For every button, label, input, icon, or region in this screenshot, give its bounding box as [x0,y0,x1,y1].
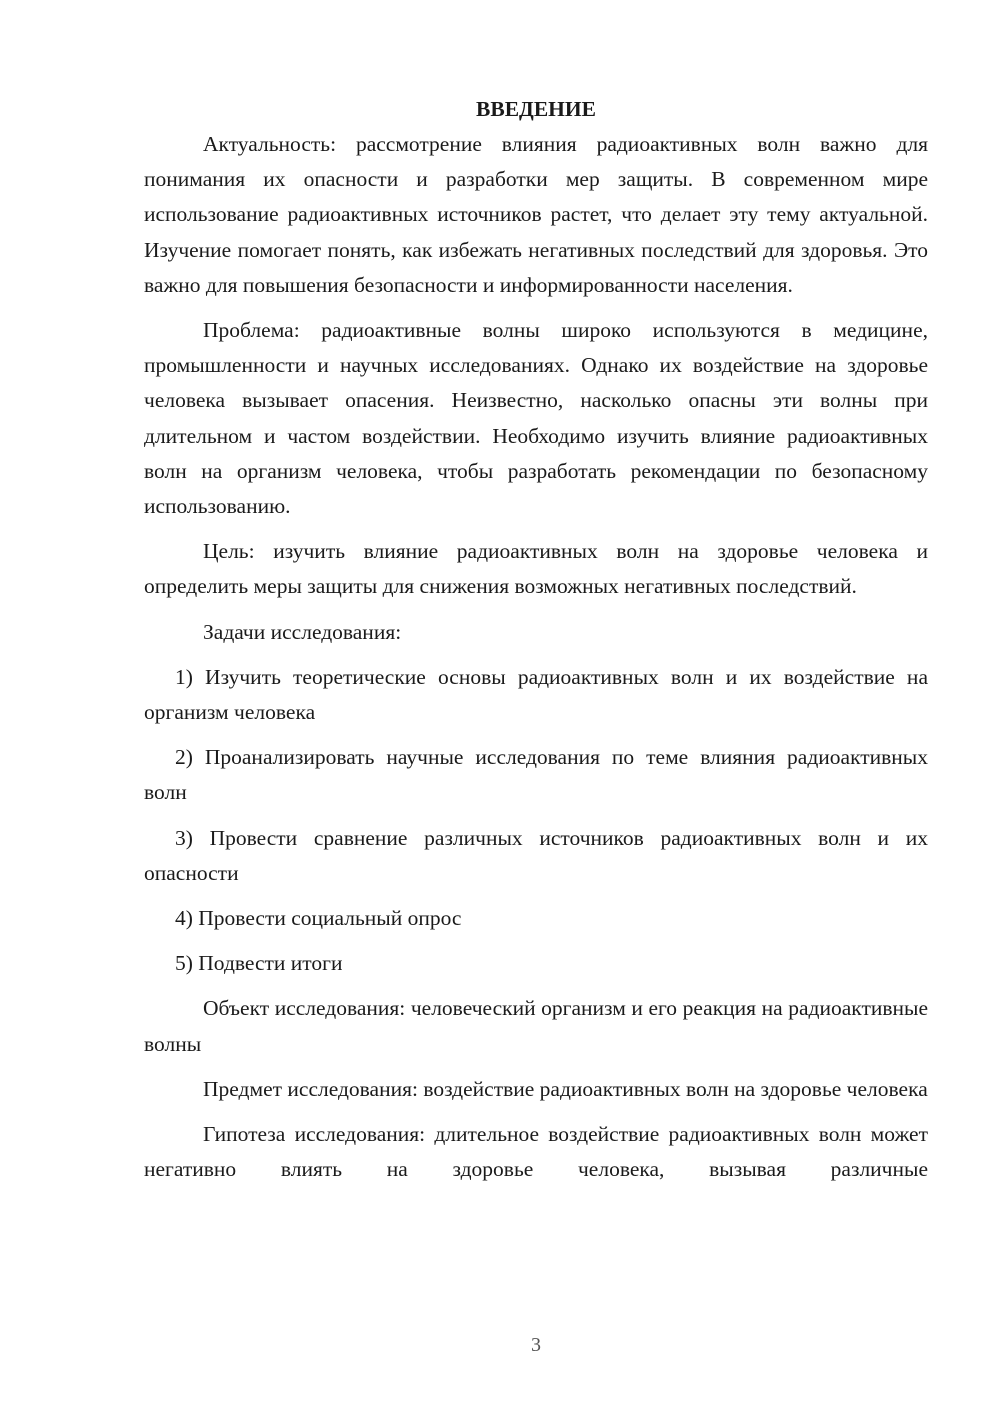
object-paragraph: Объект исследования: человеческий организм и его реакция на радиоактивные волны [144,996,928,1056]
subject-paragraph: Предмет исследования: воздействие радиоактивных волн на здоровье человека [203,1076,928,1101]
goal-paragraph: Цель: изучить влияние радиоактивных волн на здоровье человека и определить меры защиты для снижения возможных негативных последствий. [144,539,928,599]
page-number: 3 [531,1334,541,1356]
task-item-4: 4) Провести социальный опрос [175,906,462,931]
problem-paragraph: Проблема: радиоактивные волны широко используются в медицине, промышленности и научных исследованиях. Однако их воздействие на здоровье человека вызывает опасения. Неизвестно, насколько опасны эти волны при длительном и частом воздействии. Необходимо изучить влияние радиоактивных волн на организм человека, чтобы разработать рекомендации по безопасному использованию. [144,318,928,519]
task-item-1: 1) Изучить теоретические основы радиоактивных волн и их воздействие на организм человека [144,664,928,725]
relevance-paragraph: Актуальность: рассмотрение влияния радиоактивных волн важно для понимания их опасности и разработки мер защиты. В современном мире использование радиоактивных источников растет, что делает эту тему актуальной. Изучение помогает понять, как избежать негативных последствий для здоровья. Это важно для повышения безопасности и информированности населения. [144,132,928,297]
task-item-5: 5) Подвести итоги [175,951,343,976]
task-item-2: 2) Проанализировать научные исследования по теме влияния радиоактивных волн [144,745,928,805]
task-item-3: 3) Провести сравнение различных источников радиоактивных волн и их опасности [144,825,928,885]
document-body [144,92,928,1197]
hypothesis-paragraph: Гипотеза исследования: длительное воздействие радиоактивных волн может негативно влиять на здоровье человека, вызывая различные [144,1122,928,1182]
tasks-heading: Задачи исследования: [203,619,402,644]
page-title: ВВЕДЕНИЕ [476,97,596,121]
